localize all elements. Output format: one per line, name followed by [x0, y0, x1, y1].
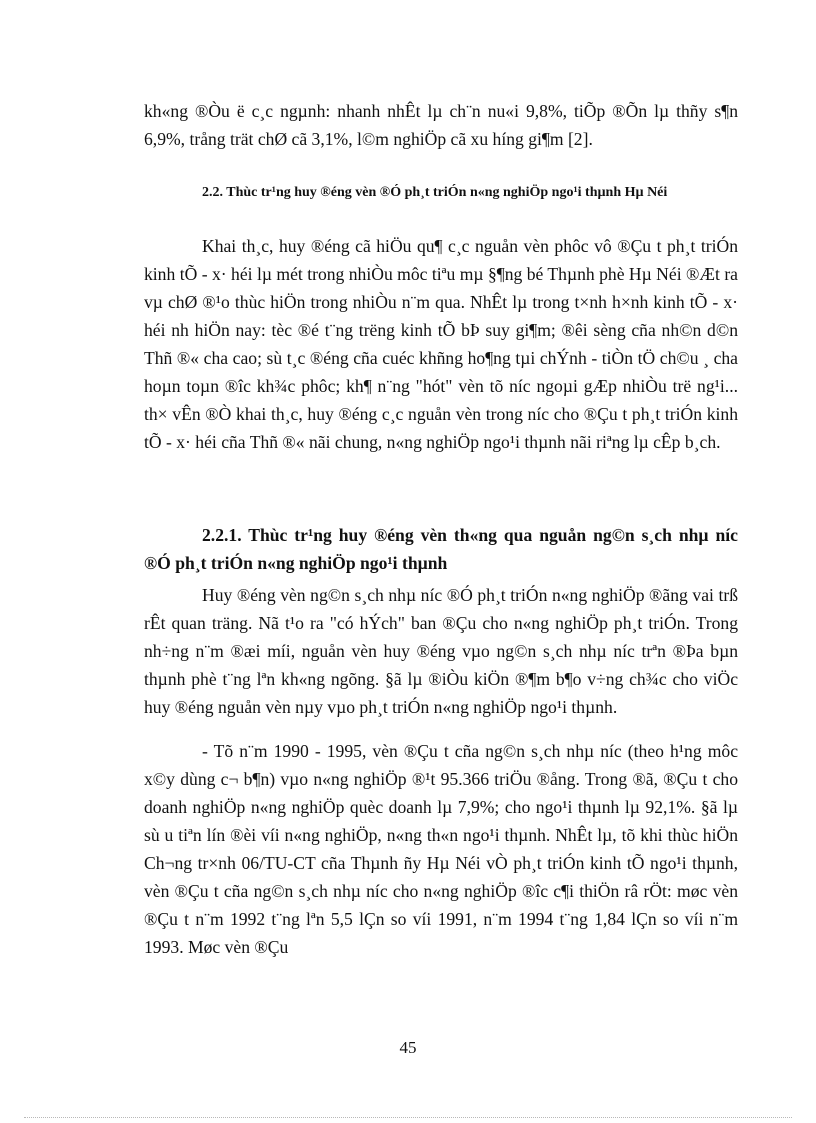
subsection-heading-2-2-1: 2.2.1. Thùc tr¹ng huy ®éng vèn th«ng qua nguån ng©n s¸ch nhµ níc ®Ó ph¸t triÓn n«ng nghiÖp ngo¹i thµnh: [144, 525, 738, 573]
page-number: 45: [399, 1038, 417, 1057]
section-heading-2-2: 2.2. Thùc tr¹ng huy ®éng vèn ®Ó ph¸t triÓn n«ng nghiÖp ngo¹i thµnh Hµ Néi: [202, 185, 668, 200]
page-bottom-divider: [24, 1117, 792, 1118]
paragraph-intro: Khai th¸c, huy ®éng cã hiÖu qu¶ c¸c nguån vèn phôc vô ®Çu t ph¸t triÓn kinh tÕ - x· héi lµ mét trong nhiÒu môc tiªu mµ §¶ng bé Thµnh phè Hµ Néi ®Æt ra vµ chØ ®¹o thùc hiÖn trong nhiÒu n¨m qua. NhÊt lµ trong t×nh h×nh kinh tÕ - x· héi nh hiÖn nay: tèc ®é t¨ng trëng kinh tÕ bÞ suy gi¶m; ®êi sèng cña nh©n d©n Thñ ®« cha cao; sù t¸c ®éng cña cuéc khñng ho¶ng tµi chÝnh - tiÒn tÖ ch©u ¸ cha hoµn toµn ®îc kh¾c phôc; kh¶ n¨ng "hót" vèn tõ níc ngoµi gÆp nhiÒu trë ng¹i... th× vÊn ®Ò khai th¸c, huy ®éng c¸c nguån vèn trong níc cho ®Çu t ph¸t triÓn kinh tÕ - x· héi cña Thñ ®« nãi chung, n«ng nghiÖp ngo¹i thµnh nãi riªng lµ cÊp b¸ch.: [144, 236, 738, 452]
paragraph-budget: Huy ®éng vèn ng©n s¸ch nhµ níc ®Ó ph¸t triÓn n«ng nghiÖp ®ãng vai trß rÊt quan träng. Nã t¹o ra "có hÝch" ban ®Çu cho n«ng nghiÖp ph¸t triÓn. Trong nh÷ng n¨m ®æi míi, nguån vèn huy ®éng vµo ng©n s¸ch nhµ níc trªn ®Þa bµn thµnh phè t¨ng lªn kh«ng ngõng. §ã lµ ®iÒu kiÖn ®¶m b¶o v÷ng ch¾c cho viÖc huy ®éng nguån vèn nµy vµo ph¸t triÓn n«ng nghiÖp ngo¹i thµnh.: [144, 585, 738, 717]
paragraph-continuation: kh«ng ®Òu ë c¸c ngµnh: nhanh nhÊt lµ ch¨n nu«i 9,8%, tiÕp ®Õn lµ thñy s¶n 6,9%, trång trät chØ cã 3,1%, l©m nghiÖp cã xu híng gi¶m [2].: [144, 101, 738, 149]
paragraph-1990-1995: - Tõ n¨m 1990 - 1995, vèn ®Çu t cña ng©n s¸ch nhµ níc (theo h¹ng môc x©y dùng c¬ b¶n) vµo n«ng nghiÖp ®¹t 95.366 triÖu ®ång. Trong ®ã, ®Çu t cho doanh nghiÖp n«ng nghiÖp quèc doanh lµ 7,9%; cho ngo¹i thµnh lµ 92,1%. §ã lµ sù u tiªn lín ®èi víi n«ng nghiÖp, n«ng th«n ngo¹i thµnh. NhÊt lµ, tõ khi thùc hiÖn Ch¬ng tr×nh 06/TU-CT cña Thµnh ñy Hµ Néi vÒ ph¸t triÓn kinh tÕ ngo¹i thµnh, vèn ®Çu t cña ng©n s¸ch nhµ níc cho n«ng nghiÖp ®îc c¶i thiÖn râ rÖt: møc vèn ®Çu t n¨m 1992 t¨ng lªn 5,5 lÇn so víi 1991, n¨m 1994 t¨ng 1,84 lÇn so víi n¨m 1993. Møc vèn ®Çu: [144, 741, 738, 957]
